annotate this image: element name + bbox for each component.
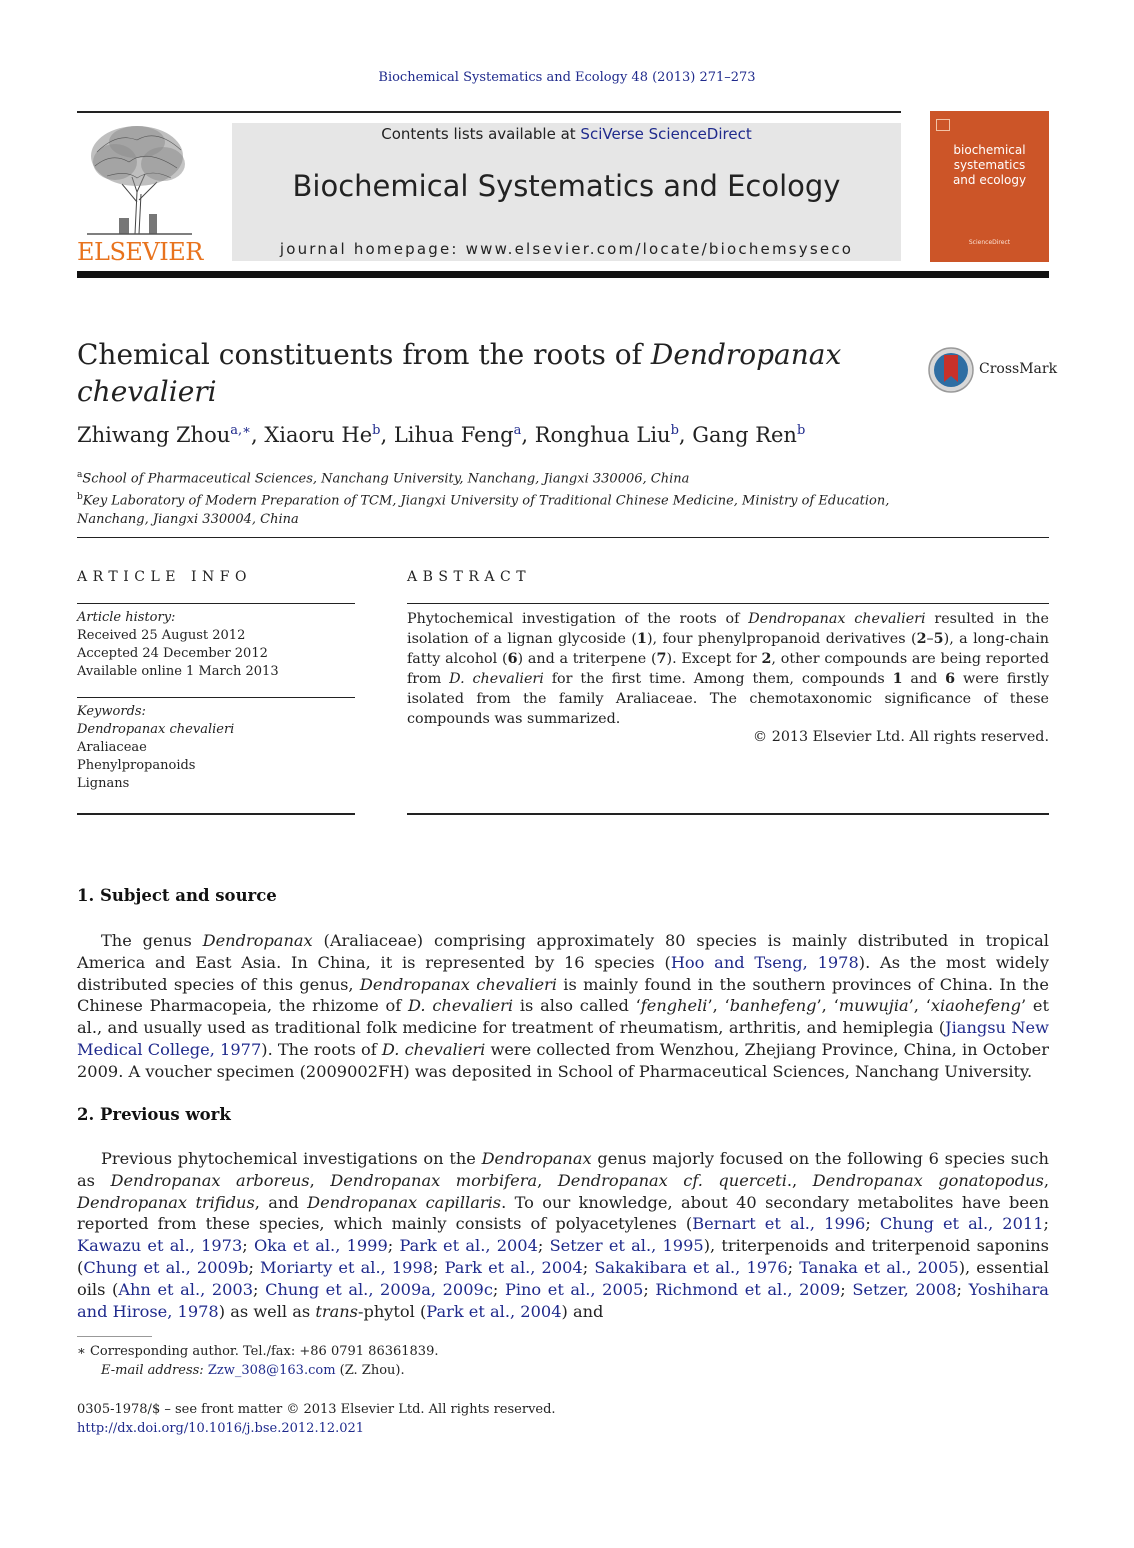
online-date: Available online 1 March 2013 bbox=[77, 664, 279, 679]
front-matter bbox=[77, 1400, 977, 1438]
article-info-bottom-rule bbox=[77, 813, 355, 815]
affiliations bbox=[77, 466, 907, 529]
reference-link[interactable]: Park et al., 2004 bbox=[399, 1236, 538, 1256]
reference-link[interactable]: Kawazu et al., 1973 bbox=[77, 1236, 243, 1256]
cover-title bbox=[930, 143, 1049, 188]
author-name[interactable]: Zhiwang Zhou bbox=[77, 423, 231, 447]
keyword: Lignans bbox=[77, 776, 130, 791]
article-info-rule bbox=[77, 603, 355, 604]
article-info-heading: ARTICLE INFO bbox=[77, 569, 252, 585]
abstract-bottom-rule bbox=[407, 813, 1049, 815]
email-link[interactable]: Zzw_308@163.com bbox=[207, 1363, 336, 1378]
front-matter-text: 0305-1978/$ – see front matter © 2013 Elsevier Ltd. All rights reserved. bbox=[77, 1402, 556, 1417]
header-thick-rule bbox=[77, 271, 1049, 278]
reference-link[interactable]: Park et al., 2004 bbox=[426, 1301, 562, 1321]
journal-banner bbox=[232, 123, 901, 261]
crossmark-badge[interactable] bbox=[927, 346, 1058, 394]
author-affiliation-marker[interactable]: b bbox=[796, 423, 806, 438]
cover-sciencedirect-mark: ScienceDirect bbox=[968, 239, 1011, 246]
journal-homepage[interactable]: journal homepage: www.elsevier.com/locate/biochemsyseco bbox=[279, 240, 854, 258]
abstract-text: Phytochemical investigation of the roots of Dendropanax chevalieri resulted in the isolation of a lignan glycoside (1), four phenylpropanoid derivatives (2–5), a long-chain fatty alcohol (6) and a triterpene (7). Except for 2, other compounds are being reported from D. chevalieri for the first time. Among them, compounds 1 and 6 were firstly isolated from the family Araliaceae. The chemotaxonomic significance of these compounds was summarized. bbox=[407, 611, 1050, 727]
reference-link[interactable]: Chung et al., 2009b bbox=[83, 1257, 249, 1277]
author-name[interactable]: Ronghua Liu bbox=[534, 423, 671, 447]
author-name[interactable]: Xiaoru He bbox=[264, 423, 373, 447]
received-date: Received 25 August 2012 bbox=[77, 628, 246, 643]
journal-cover[interactable] bbox=[930, 111, 1049, 262]
affiliation-a bbox=[77, 466, 907, 488]
reference-link[interactable]: Sakakibara et al., 1976 bbox=[594, 1257, 788, 1277]
email-label: E-mail address: bbox=[101, 1363, 208, 1378]
article-title bbox=[77, 336, 887, 410]
contents-prefix: Contents lists available at bbox=[381, 125, 581, 143]
accepted-date: Accepted 24 December 2012 bbox=[77, 646, 268, 661]
keywords-block bbox=[77, 703, 357, 793]
sciencedirect-link[interactable]: SciVerse ScienceDirect bbox=[580, 125, 752, 143]
reference-link[interactable]: Bernart et al., 1996 bbox=[692, 1214, 866, 1234]
footnote-text: Corresponding author. Tel./fax: +86 0791 86361839. bbox=[85, 1344, 439, 1359]
reference-link[interactable]: Jiangsu New Medical College, 1977 bbox=[77, 1018, 1049, 1059]
header-rule bbox=[77, 111, 901, 113]
author-affiliation-marker[interactable]: a,∗ bbox=[230, 423, 251, 438]
journal-title: Biochemical Systematics and Ecology bbox=[292, 169, 841, 203]
cover-logo-icon bbox=[936, 119, 950, 131]
author-name[interactable]: Lihua Feng bbox=[393, 423, 514, 447]
reference-link[interactable]: Setzer, 2008 bbox=[852, 1279, 957, 1299]
contents-availability bbox=[232, 125, 901, 143]
reference-link[interactable]: Hoo and Tseng, 1978 bbox=[670, 952, 859, 972]
article-info-rule bbox=[77, 697, 355, 698]
cover-title-line: biochemical bbox=[953, 143, 1026, 157]
cover-title-line: systematics bbox=[953, 158, 1026, 172]
author-affiliation-marker[interactable]: a bbox=[513, 423, 522, 438]
affiliation-b bbox=[77, 488, 907, 528]
cover-title-line: and ecology bbox=[952, 173, 1027, 187]
email-suffix: (Z. Zhou). bbox=[335, 1363, 405, 1378]
article-title-species: Dendropanax chevalieri bbox=[77, 338, 842, 408]
affiliation-text: School of Pharmaceutical Sciences, Nanchang University, Nanchang, Jiangxi 330006, China bbox=[82, 471, 690, 487]
keyword: Phenylpropanoids bbox=[77, 758, 196, 773]
abstract-heading: ABSTRACT bbox=[407, 569, 532, 585]
reference-link[interactable]: Oka et al., 1999 bbox=[253, 1236, 388, 1256]
reference-link[interactable]: Chung et al., 2011 bbox=[879, 1214, 1044, 1234]
reference-link[interactable]: Ahn et al., 2003 bbox=[118, 1279, 254, 1299]
reference-link[interactable]: Tanaka et al., 2005 bbox=[799, 1257, 959, 1277]
reference-link[interactable]: Pino et al., 2005 bbox=[504, 1279, 644, 1299]
keywords-label: Keywords: bbox=[77, 704, 146, 719]
section-2-paragraph: Previous phytochemical investigations on the Dendropanax genus majorly focused on the following 6 species such as Dendropanax arboreus, Dendropanax morbifera, Dendropanax cf. querceti., Dendropanax gonatopodus, Dendropanax trifidus, and Dendropanax capillaris. To our knowledge, about 40 secondary metabolites have been reported from these species, which mainly consists of polyacetylenes (Bernart et al., 1996; Chung et al., 2011; Kawazu et al., 1973; Oka et al., 1999; Park et al., 2004; Setzer et al., 1995), triterpenoids and triterpenoid saponins (Chung et al., 2009b; Moriarty et al., 1998; Park et al., 2004; Sakakibara et al., 1976; Tanaka et al., 2005), essential oils (Ahn et al., 2003; Chung et al., 2009a, 2009c; Pino et al., 2005; Richmond et al., 2009; Setzer, 2008; Yoshihara and Hirose, 1978) as well as trans-phytol (Park et al., 2004) and bbox=[77, 1149, 1050, 1321]
author-affiliation-marker[interactable]: b bbox=[372, 423, 381, 438]
affiliation-marker: a bbox=[77, 470, 83, 480]
footnote-marker: ∗ bbox=[77, 1344, 86, 1359]
affiliation-marker: b bbox=[77, 492, 83, 503]
reference-link[interactable]: Moriarty et al., 1998 bbox=[260, 1257, 434, 1277]
keyword: Araliaceae bbox=[77, 740, 147, 755]
author-affiliation-marker[interactable]: b bbox=[670, 423, 679, 438]
keyword: Dendropanax chevalieri bbox=[77, 722, 235, 737]
publisher-wordmark: ELSEVIER bbox=[77, 238, 203, 266]
journal-citation[interactable]: Biochemical Systematics and Ecology 48 (2013) 271–273 bbox=[378, 70, 756, 85]
article-history bbox=[77, 609, 357, 681]
crossmark-label: CrossMark bbox=[979, 361, 1058, 377]
reference-link[interactable]: Setzer et al., 1995 bbox=[549, 1236, 704, 1256]
article-title-text: Chemical constituents from the roots of bbox=[77, 338, 651, 371]
abstract-copyright: © 2013 Elsevier Ltd. All rights reserved. bbox=[752, 729, 1049, 745]
section-rule bbox=[77, 537, 1049, 538]
abstract-rule bbox=[407, 603, 1049, 604]
reference-link[interactable]: Chung et al., 2009a, 2009c bbox=[265, 1279, 493, 1299]
reference-link[interactable]: Park et al., 2004 bbox=[444, 1257, 583, 1277]
doi-link[interactable]: http://dx.doi.org/10.1016/j.bse.2012.12.021 bbox=[77, 1421, 365, 1436]
section-1-paragraph: The genus Dendropanax (Araliaceae) comprising approximately 80 species is mainly distributed in tropical America and East Asia. In China, it is represented by 16 species (Hoo and Tseng, 1978). As the most widely distributed species of this genus, Dendropanax chevalieri is mainly found in the southern provinces of China. In the Chinese Pharmacopeia, the rhizome of D. chevalieri is also called ‘fengheli’, ‘banhefeng’, ‘muwujia’, ‘xiaohefeng’ et al., and usually used as traditional folk medicine for treatment of rheumatism, arthritis, and hemiplegia (Jiangsu New Medical College, 1977). The roots of D. chevalieri were collected from Wenzhou, Zhejiang Province, China, in October 2009. A voucher specimen (2009002FH) was deposited in School of Pharmaceutical Sciences, Nanchang University. bbox=[77, 931, 1050, 1081]
history-label: Article history: bbox=[77, 610, 176, 625]
footnote-rule bbox=[77, 1336, 152, 1337]
reference-link[interactable]: Yoshihara and Hirose, 1978 bbox=[77, 1279, 1049, 1321]
section-heading-previous-work: 2. Previous work bbox=[77, 1105, 231, 1124]
section-heading-subject-source: 1. Subject and source bbox=[77, 886, 277, 905]
author-list: Zhiwang Zhou$^{a,∗}$, Xiaoru He$^b$, Lihua Feng$^a$, Ronghua Liu$^b$, Gang Ren$^b$ bbox=[77, 423, 806, 447]
crossmark-icon bbox=[927, 346, 977, 394]
corresponding-author-footnote bbox=[77, 1342, 977, 1380]
reference-link[interactable]: Richmond et al., 2009 bbox=[655, 1279, 841, 1299]
affiliation-text: Key Laboratory of Modern Preparation of TCM, Jiangxi University of Traditional Chinese Medicine, Ministry of Education, Nanchang, Jiangxi 330004, China bbox=[77, 493, 890, 527]
author-name[interactable]: Gang Ren bbox=[692, 423, 797, 447]
